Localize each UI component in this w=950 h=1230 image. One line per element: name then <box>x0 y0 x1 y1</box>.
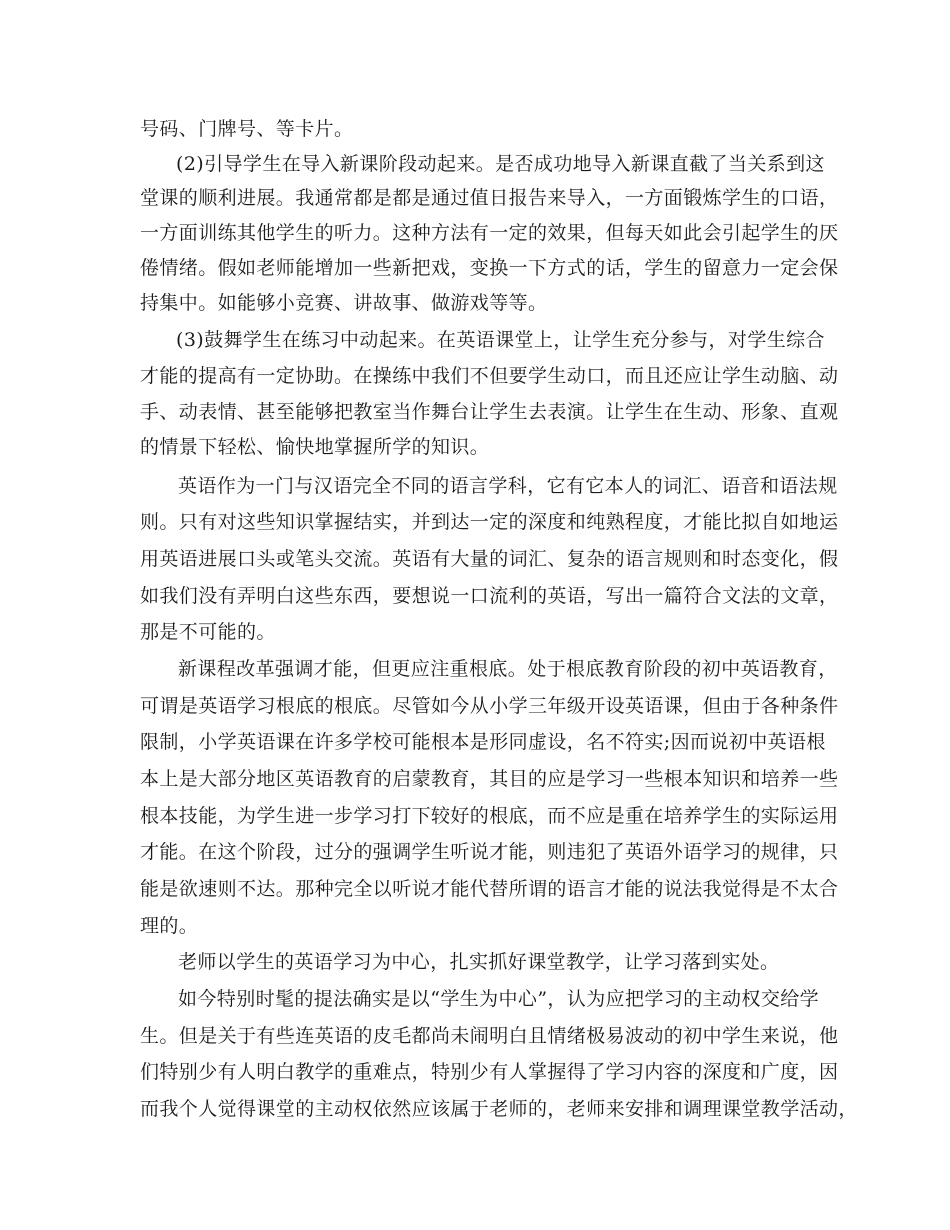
text-line: 一方面训练其他学生的听力。这种方法有一定的效果，但每天如此会引起学生的厌 <box>140 222 839 244</box>
text-line: 能是欲速则不达。那种完全以听说才能代替所谓的语言才能的说法我觉得是不太合 <box>140 878 839 900</box>
text-line: 英语作为一门与汉语完全不同的语言学科，它有它本人的词汇、语音和语法规 <box>178 475 838 497</box>
text-line: 持集中。如能够小竞赛、讲故事、做游戏等等。 <box>140 292 548 314</box>
text-line: 用英语进展口头或笔头交流。英语有大量的词汇、复杂的语言规则和时态变化，假 <box>140 548 839 570</box>
text-line: 手、动表情、甚至能够把教室当作舞台让学生去表演。让学生在生动、形象、直观 <box>140 401 839 423</box>
text-line: 堂课的顺利进展。我通常都是都是通过值日报告来导入，一方面锻炼学生的口语， <box>140 187 839 209</box>
text-line: 本上是大部分地区英语教育的启蒙教育，其目的应是学习一些根本知识和培养一些 <box>140 768 839 790</box>
text-line: 们特别少有人明白教学的重难点，特别少有人掌握得了学习内容的深度和广度，因 <box>140 1061 839 1083</box>
text-line: 老师以学生的英语学习为中心，扎实抓好课堂教学，让学习落到实处。 <box>178 951 780 973</box>
text-line: 则。只有对这些知识掌握结实，并到达一定的深度和纯熟程度，才能比拟自如地运 <box>140 511 839 533</box>
text-line: 才能。在这个阶段，过分的强调学生听说才能，则违犯了英语外语学习的规律，只 <box>140 841 839 863</box>
text-line: 而我个人觉得课堂的主动权依然应该属于老师的，老师来安排和调理课堂教学活动， <box>140 1098 858 1120</box>
text-line: (3)鼓舞学生在练习中动起来。在英语课堂上，让学生充分参与，对学生综合 <box>176 329 825 351</box>
text-line: 理的。 <box>140 915 199 937</box>
text-line: 才能的提高有一定协助。在操练中我们不但要学生动口，而且还应让学生动脑、动 <box>140 365 839 387</box>
text-line: 号码、门牌号、等卡片。 <box>140 118 354 140</box>
text-line: (2)引导学生在导入新课阶段动起来。是否成功地导入新课直截了当关系到这 <box>176 153 825 175</box>
text-line: 新课程改革强调才能，但更应注重根底。处于根底教育阶段的初中英语教育， <box>178 658 838 680</box>
text-line: 可谓是英语学习根底的根底。尽管如今从小学三年级开设英语课，但由于各种条件 <box>140 695 839 717</box>
text-line: 根本技能，为学生进一步学习打下较好的根底，而不应是重在培养学生的实际运用 <box>140 805 839 827</box>
text-line: 限制，小学英语课在许多学校可能根本是形同虚设，名不符实;因而说初中英语根 <box>140 731 826 753</box>
text-line: 生。但是关于有些连英语的皮毛都尚未闹明白且情绪极易波动的初中学生来说，他 <box>140 1025 839 1047</box>
text-line: 那是不可能的。 <box>140 621 276 643</box>
text-line: 如我们没有弄明白这些东西，要想说一口流利的英语，写出一篇符合文法的文章， <box>140 585 839 607</box>
text-line: 倦情绪。假如老师能增加一些新把戏，变换一下方式的话，学生的留意力一定会保 <box>140 257 839 279</box>
text-line: 如今特别时髦的提法确实是以“学生为中心”，认为应把学习的主动权交给学 <box>178 988 820 1010</box>
text-line: 的情景下轻松、愉快地掌握所学的知识。 <box>140 436 490 458</box>
